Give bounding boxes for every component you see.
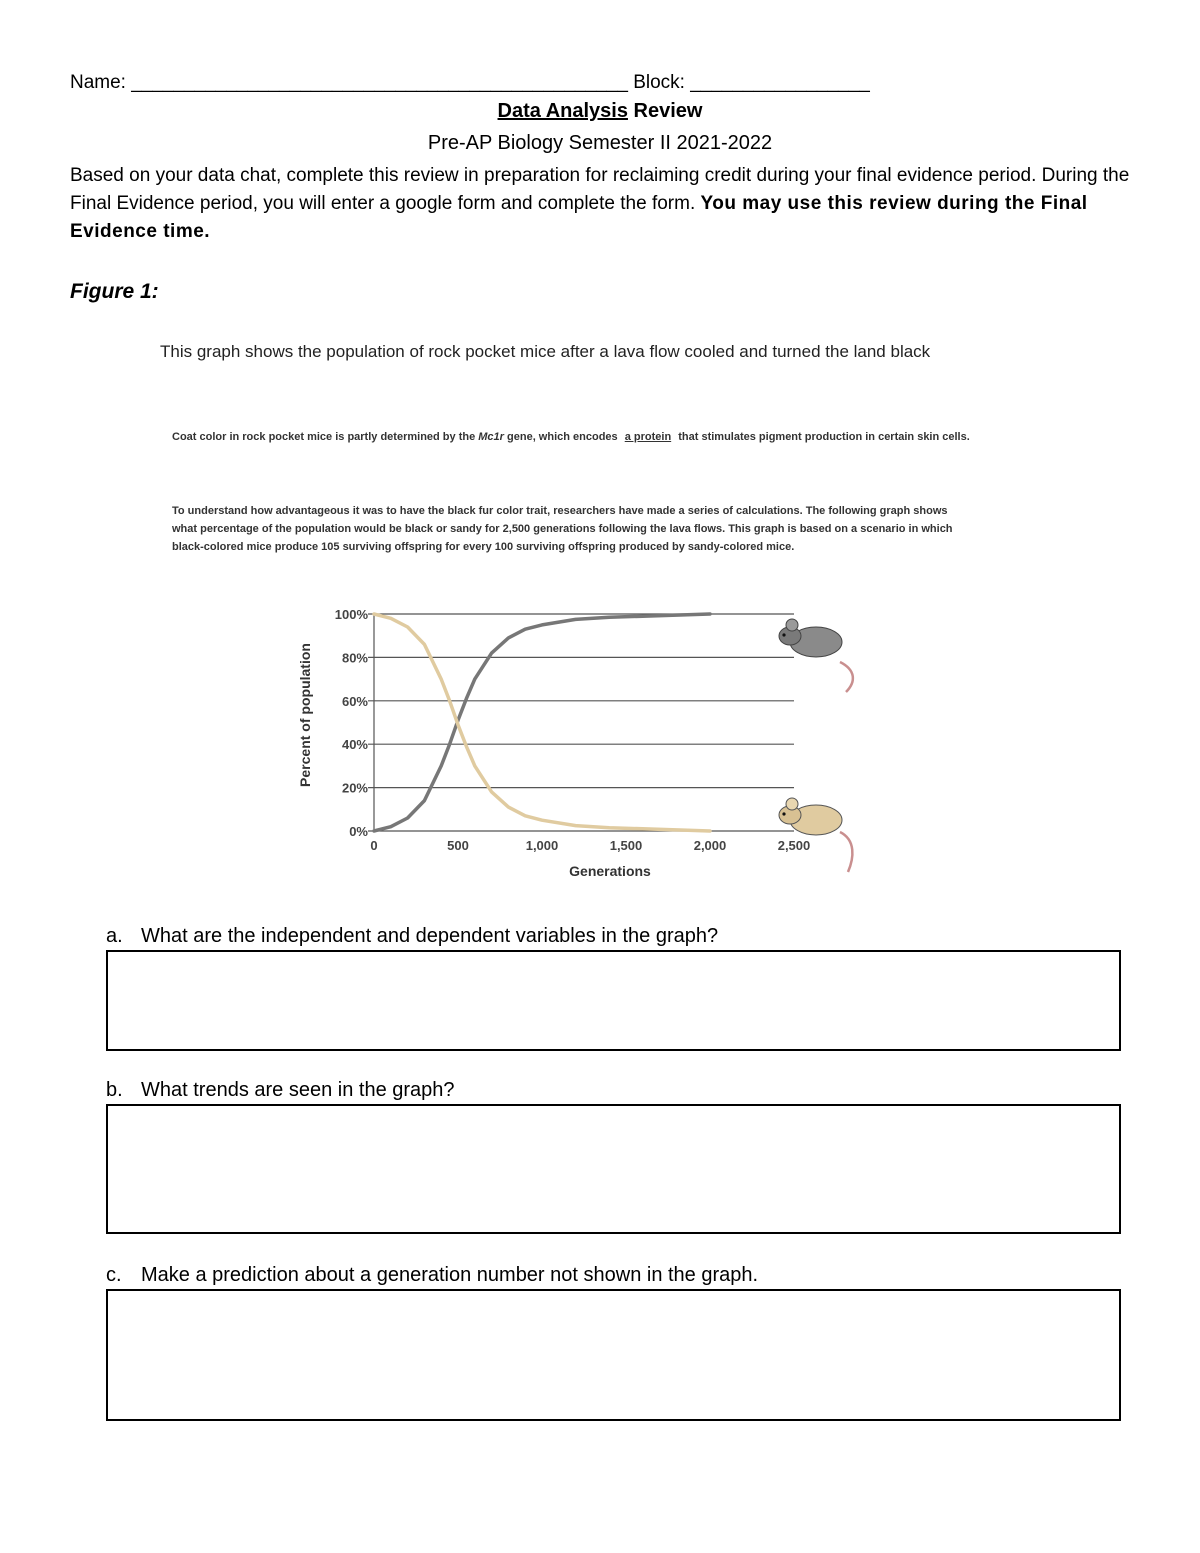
title-rest: Review bbox=[633, 100, 703, 122]
coat-gene: Mc1r bbox=[478, 431, 504, 443]
question-c bbox=[106, 1264, 758, 1287]
coat-paragraph bbox=[172, 428, 972, 446]
page-title bbox=[0, 100, 1200, 123]
y-tick-label: 60% bbox=[341, 693, 368, 709]
block-label: Block: bbox=[633, 72, 685, 93]
sandy-mouse-icon bbox=[779, 798, 852, 872]
coat-pre: Coat color in rock pocket mice is partly determined by the bbox=[172, 431, 476, 443]
y-tick-label: 80% bbox=[341, 650, 368, 666]
y-tick-label: 0% bbox=[349, 824, 368, 839]
figure-label: Figure 1: bbox=[70, 280, 159, 303]
black-mouse-icon bbox=[779, 619, 853, 692]
question-a-text: What are the independent and dependent variables in the graph? bbox=[141, 925, 719, 947]
title-underlined: Data Analysis bbox=[497, 100, 628, 122]
y-axis-label: Percent of population bbox=[297, 643, 313, 787]
question-b-letter: b. bbox=[106, 1079, 123, 1101]
intro-bold: You may use this review during the Final Evidence time. bbox=[70, 193, 1088, 242]
figure-caption: This graph shows the population of rock pocket mice after a lava flow cooled and turned the land black bbox=[160, 342, 931, 361]
question-c-text: Make a prediction about a generation number not shown in the graph. bbox=[141, 1264, 759, 1286]
x-tick-label: 2,000 bbox=[693, 838, 727, 853]
y-tick-label: 100% bbox=[334, 607, 368, 622]
calc-paragraph: To understand how advantageous it was to have the black fur color trait, researchers have made a series of calculations. The following graph shows what percentage of the population would be black or sandy for 2,500 generations following the lava flows. This graph is based on a scenario in which black-colored mice produce 105 surviving offspring for every 100 surviving offspring produced by sandy-colored mice. bbox=[172, 505, 953, 553]
question-a bbox=[106, 925, 718, 948]
question-c-letter: c. bbox=[106, 1264, 122, 1286]
answer-box-b[interactable] bbox=[106, 1104, 1121, 1234]
intro-paragraph bbox=[70, 162, 1130, 246]
question-a-letter: a. bbox=[106, 925, 123, 947]
coat-blank: a protein bbox=[624, 431, 672, 443]
intro-text: Based on your data chat, complete this review in preparation for reclaiming credit during your final evidence period. During the Final Evidence period, you will enter a google form and complete the form. bbox=[70, 165, 1130, 214]
question-b bbox=[106, 1079, 455, 1102]
chart-grid bbox=[335, 607, 811, 853]
x-tick-label: 500 bbox=[447, 838, 469, 853]
page-subtitle: Pre-AP Biology Semester II 2021-2022 bbox=[427, 132, 773, 154]
answer-box-c[interactable] bbox=[106, 1289, 1121, 1421]
x-tick-label: 1,000 bbox=[525, 838, 559, 853]
coat-post: that stimulates pigment production in certain skin cells. bbox=[678, 431, 970, 443]
name-blank[interactable]: _______________________________________________ bbox=[131, 72, 628, 93]
answer-box-a[interactable] bbox=[106, 950, 1121, 1051]
block-blank[interactable]: _________________ bbox=[690, 72, 870, 93]
name-block-line bbox=[70, 72, 870, 94]
x-tick-label: 1,500 bbox=[609, 838, 643, 853]
y-tick-label: 20% bbox=[341, 780, 368, 796]
question-b-text: What trends are seen in the graph? bbox=[141, 1079, 455, 1101]
x-tick-label: 0 bbox=[370, 838, 378, 853]
name-label: Name: bbox=[70, 72, 126, 93]
population-chart bbox=[290, 595, 870, 890]
x-axis-label: Generations bbox=[569, 863, 651, 879]
x-tick-label: 2,500 bbox=[777, 838, 811, 853]
y-tick-label: 40% bbox=[341, 737, 368, 753]
coat-mid: gene, which encodes bbox=[507, 431, 618, 443]
